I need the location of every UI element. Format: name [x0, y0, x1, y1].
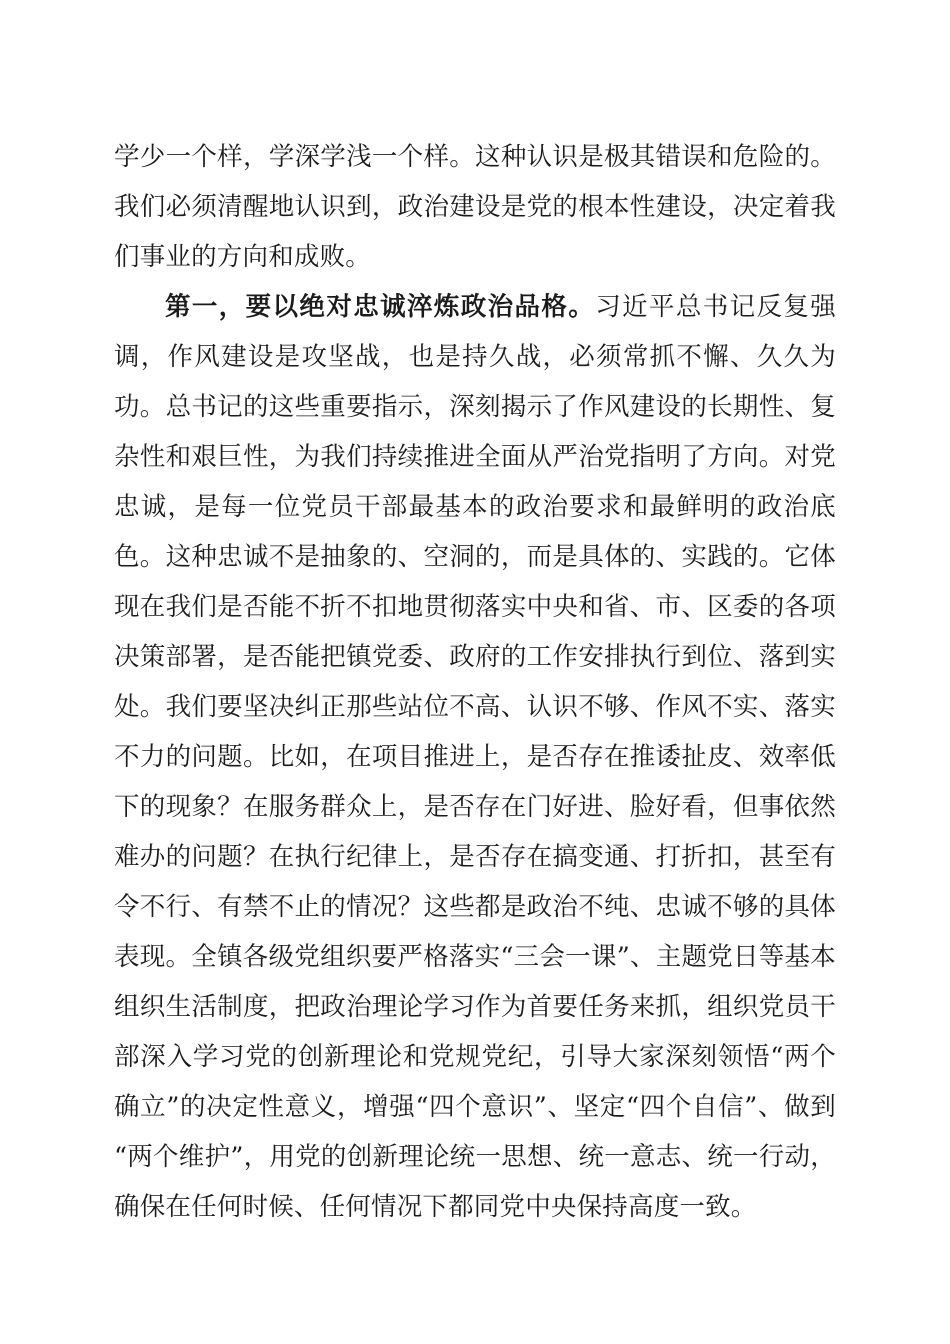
document-text-column — [114, 132, 836, 1232]
paragraph-2-lead-heading: 第一，要以绝对忠诚淬炼政治品格。 — [165, 292, 596, 322]
paragraph-2-body: 习近平总书记反复强调，作风建设是攻坚战，也是持久战，必须常抓不懈、久久为功。总书记的这些重要指示，深刻揭示了作风建设的长期性、复杂性和艰巨性，为我们持续推进全面从严治党指明了方向。对党忠诚，是每一位党员干部最基本的政治要求和最鲜明的政治底色。这种忠诚不是抽象的、空洞的，而是具体的、实践的。它体现在我们是否能不折不扣地贯彻落实中央和省、市、区委的各项决策部署，是否能把镇党委、政府的工作安排执行到位、落到实处。我们要坚决纠正那些站位不高、认识不够、作风不实、落实不力的问题。比如，在项目推进上，是否存在推诿扯皮、效率低下的现象？在服务群众上，是否存在门好进、脸好看，但事依然难办的问题？在执行纪律上，是否存在搞变通、打折扣，甚至有令不行、有禁不止的情况？这些都是政治不纯、忠诚不够的具体表现。全镇各级党组织要严格落实“三会一课”、主题党日等基本组织生活制度，把政治理论学习作为首要任务来抓，组织党员干部深入学习党的创新理论和党规党纪，引导大家深刻领悟“两个确立”的决定性意义，增强“四个意识”、坚定“四个自信”、做到“两个维护”，用党的创新理论统一思想、统一意志、统一行动，确保在任何时候、任何情况下都同党中央保持高度一致。 — [114, 292, 836, 1222]
paragraph-1-body: 学少一个样，学深学浅一个样。这种认识是极其错误和危险的。我们必须清醒地认识到，政治建设是党的根本性建设，决定着我们事业的方向和成败。 — [114, 142, 836, 272]
paragraph-1 — [114, 132, 836, 282]
paragraph-2 — [114, 282, 836, 1232]
